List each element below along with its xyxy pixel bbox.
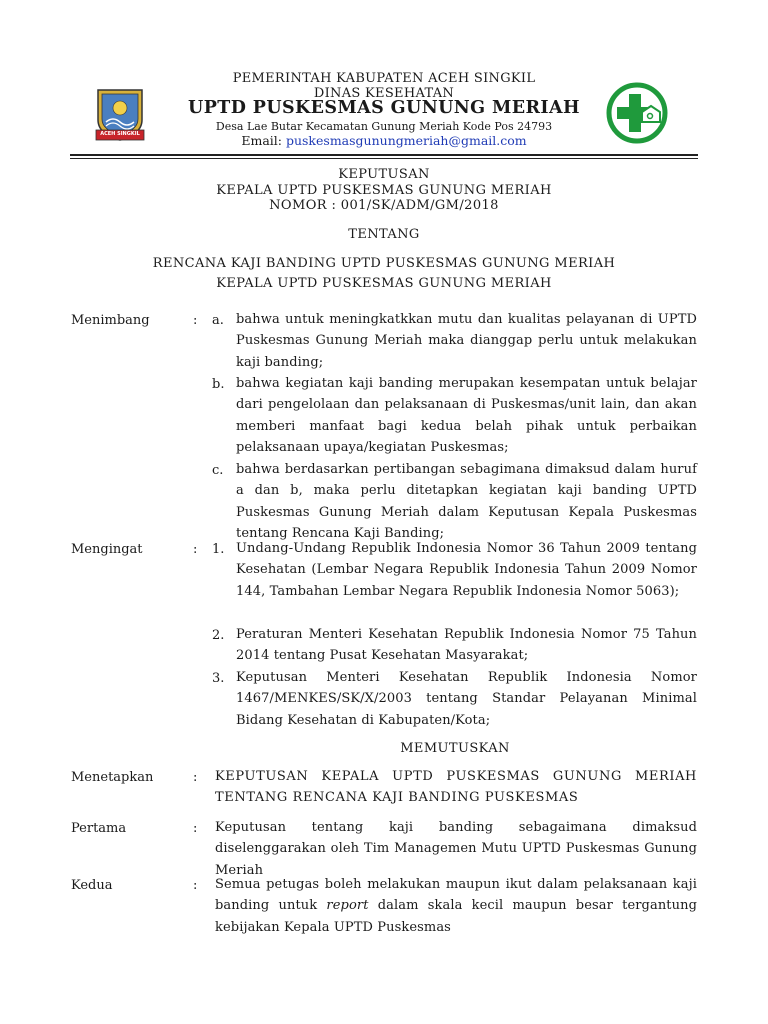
menimbang-colon: : <box>193 313 198 328</box>
doc-title: KEPUTUSAN <box>338 167 430 182</box>
menetapkan-colon: : <box>193 770 198 785</box>
tentang-heading: TENTANG <box>348 227 420 242</box>
kedua-text-after: dalam skala kecil maupun besar tergantung kebijakan Kepala UPTD Puskesmas <box>215 898 697 935</box>
menimbang-item-c: bahwa berdasarkan pertibangan sebagimana dimaksud dalam huruf a dan b, maka perlu ditetapkan kegiatan kaji banding UPTD Puskesmas Gunung Meriah dalam Keputusan Kepala Puskesmas tentang Rencana Kaji Banding; <box>236 462 697 542</box>
aceh-singkil-emblem-icon <box>92 86 148 142</box>
mengingat-item-1: Undang-Undang Republik Indonesia Nomor 36 Tahun 2009 tentang Kesehatan (Lembar Negara Republik Indonesia Tahun 2009 Nomor 144, Tambahan Lembar Negara Republik Indonesia Nomor 5063); <box>236 541 697 599</box>
menetapkan-text: KEPUTUSAN KEPALA UPTD PUSKESMAS GUNUNG MERIAH TENTANG RENCANA KAJI BANDING PUSKESMAS <box>215 769 697 806</box>
mengingat-label: Mengingat <box>71 542 143 557</box>
puskesmas-cross-icon <box>606 82 668 144</box>
mengingat-marker-1: 1. <box>212 542 225 557</box>
address-line: Desa Lae Butar Kecamatan Gunung Meriah Kode Pos 24793 <box>215 120 553 133</box>
menimbang-marker-b: b. <box>212 377 225 392</box>
pertama-colon: : <box>193 821 198 836</box>
kedua-text-before: Semua petugas boleh melakukan maupun ikut dalam pelaksanaan kaji banding untuk <box>215 877 697 914</box>
menetapkan-label: Menetapkan <box>71 770 154 785</box>
department-line: DINAS KESEHATAN <box>313 86 455 101</box>
kedua-text <box>215 874 697 938</box>
letterhead <box>0 0 768 160</box>
menimbang-item-b: bahwa kegiatan kaji banding merupakan kesempatan untuk belajar dari pengelolaan dan pelaksanaan di Puskesmas/unit lain, dan akan memberi manfaat bagi kedua belah pihak untuk perbaikan pelaksanaan upaya/kegiatan Puskesmas; <box>236 376 697 456</box>
header-rule-thin <box>70 158 698 159</box>
header-rule-thick <box>70 154 698 156</box>
menimbang-item-a: bahwa untuk meningkatkkan mutu dan kualitas pelayanan di UPTD Puskesmas Gunung Meriah maka dianggap perlu untuk melakukan kaji banding; <box>236 312 697 370</box>
mengingat-item-2: Peraturan Menteri Kesehatan Republik Indonesia Nomor 75 Tahun 2014 tentang Pusat Kesehatan Masyarakat; <box>236 627 697 664</box>
mengingat-item-3: Keputusan Menteri Kesehatan Republik Indonesia Nomor 1467/MENKES/SK/X/2003 tentang Standar Pelayanan Minimal Bidang Kesehatan di Kabupaten/Kota; <box>236 670 697 728</box>
menimbang-marker-a: a. <box>212 313 224 328</box>
email-label: Email: <box>241 133 282 148</box>
pertama-text: Keputusan tentang kaji banding sebagaimana dimaksud diselenggarakan oleh Tim Managemen Mutu UPTD Puskesmas Gunung Meriah <box>215 820 697 878</box>
subject-line-2: KEPALA UPTD PUSKESMAS GUNUNG MERIAH <box>216 276 552 291</box>
subject-line-1: RENCANA KAJI BANDING UPTD PUSKESMAS GUNUNG MERIAH <box>152 256 616 271</box>
kedua-text-italic: report <box>326 898 369 914</box>
kedua-label: Kedua <box>71 878 113 893</box>
doc-issuer: KEPALA UPTD PUSKESMAS GUNUNG MERIAH <box>216 183 552 198</box>
memutuskan-heading: MEMUTUSKAN <box>400 741 510 756</box>
pertama-label: Pertama <box>71 821 127 836</box>
menimbang-marker-c: c. <box>212 463 224 478</box>
doc-number: NOMOR : 001/SK/ADM/GM/2018 <box>269 198 499 213</box>
email-address[interactable]: puskesmasgunungmeriah@gmail.com <box>285 133 527 148</box>
email-line <box>220 133 548 148</box>
organization-name: UPTD PUSKESMAS GUNUNG MERIAH <box>188 98 580 118</box>
emblem-caption: ACEH SINGKIL <box>100 131 140 137</box>
menimbang-label: Menimbang <box>71 313 150 328</box>
mengingat-colon: : <box>193 542 198 557</box>
kedua-colon: : <box>193 878 198 893</box>
government-line: PEMERINTAH KABUPATEN ACEH SINGKIL <box>232 71 536 86</box>
mengingat-marker-3: 3. <box>212 671 225 686</box>
mengingat-marker-2: 2. <box>212 628 225 643</box>
